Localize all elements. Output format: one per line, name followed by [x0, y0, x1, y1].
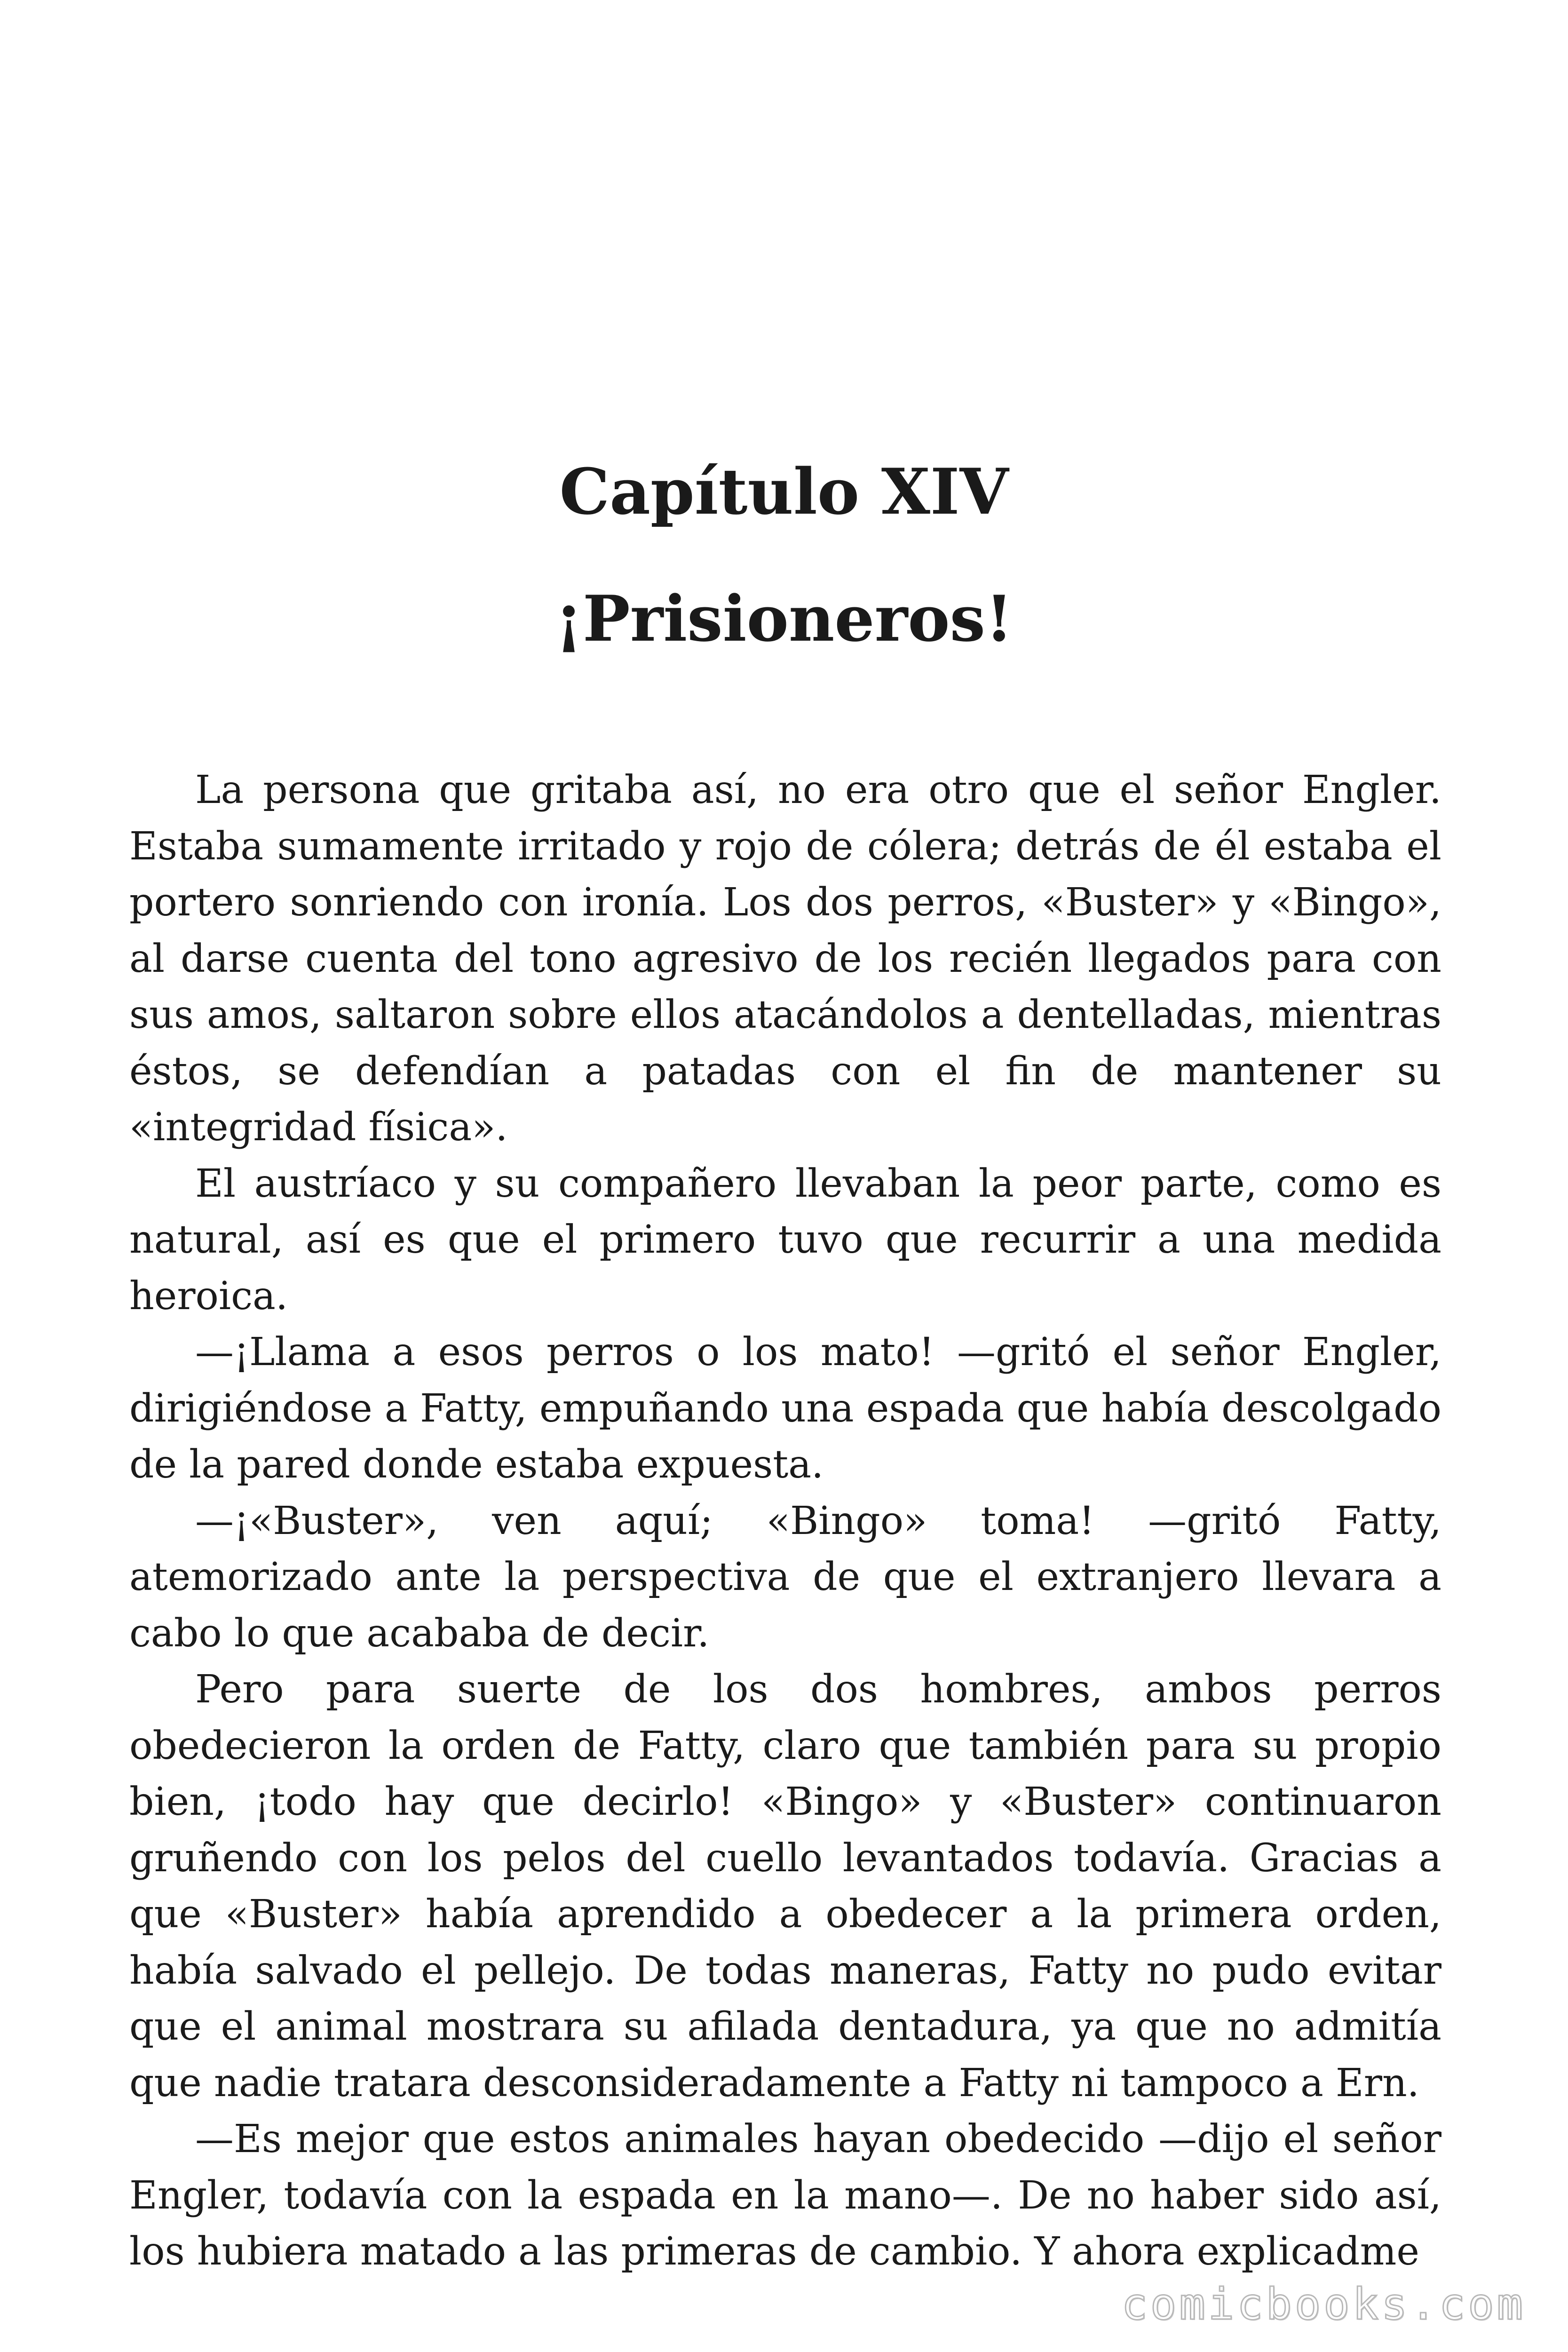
paragraph: La persona que gritaba así, no era otro que el señor Engler. Estaba sumamente irritado y rojo de cólera; detrás de él estaba el portero sonriendo con ironía. Los dos perros, «Buster» y «Bingo», al darse cuenta del tono agresivo de los recién llegados para con sus amos, saltaron sobre ellos atacándolos a dentelladas, mientras éstos, se defendían a patadas con el fin de mantener su «integridad física». [129, 768, 1441, 1150]
watermark: comicbooks.com [1121, 2279, 1526, 2329]
body-text [129, 762, 1441, 2280]
paragraph: El austríaco y su compañero llevaban la peor parte, como es natural, así es que el primero tuvo que recurrir a una medida heroica. [129, 1161, 1441, 1319]
chapter-number: Capítulo XIV [559, 454, 1009, 529]
chapter-title: ¡Prisioneros! [555, 581, 1013, 656]
paragraph: Pero para suerte de los dos hombres, ambos perros obedecieron la orden de Fatty, claro que también para su propio bien, ¡todo hay que decirlo! «Bingo» y «Buster» continuaron gruñendo con los pelos del cuello levantados todavía. Gracias a que «Buster» había aprendido a obedecer a la primera orden, había salvado el pellejo. De todas maneras, Fatty no pudo evitar que el animal mostrara su afilada dentadura, ya que no admitía que nadie tratara desconsideradamente a Fatty ni tampoco a Ern. [129, 1667, 1441, 2106]
paragraph: —¡«Buster», ven aquí; «Bingo» toma! —gritó Fatty, atemorizado ante la perspectiva de que el extranjero llevara a cabo lo que acababa de decir. [129, 1498, 1441, 1656]
paragraph: —Es mejor que estos animales hayan obedecido —dijo el señor Engler, todavía con la espada en la mano—. De no haber sido así, los hubiera matado a las primeras de cambio. Y ahora explicadme [129, 2117, 1441, 2274]
paragraph: —¡Llama a esos perros o los mato! —gritó el señor Engler, dirigiéndose a Fatty, empuñando una espada que había descolgado de la pared donde estaba expuesta. [129, 1330, 1441, 1487]
